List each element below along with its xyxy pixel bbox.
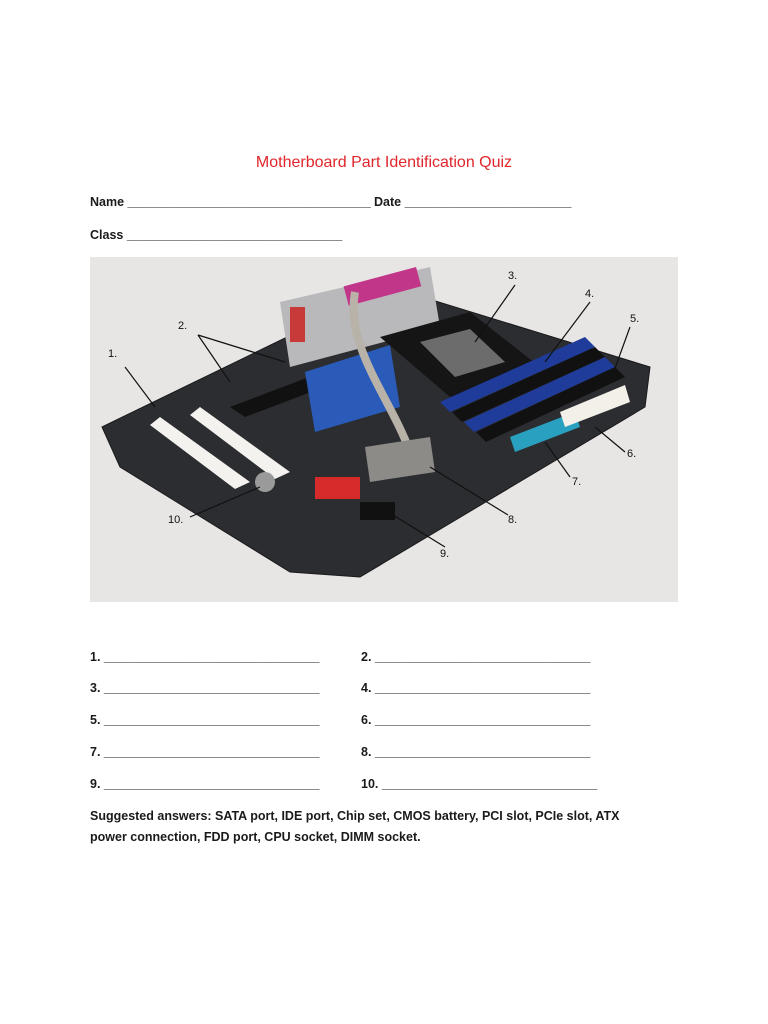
answer-10[interactable]: 10. _______________________________: [361, 777, 598, 791]
answer-6[interactable]: 6. _______________________________: [361, 713, 591, 727]
label-7: 7.: [572, 476, 582, 488]
label-8: 8.: [508, 514, 518, 526]
answer-9[interactable]: 9. _______________________________: [90, 777, 320, 791]
label-9: 9.: [440, 548, 450, 560]
answer-8[interactable]: 8. _______________________________: [361, 745, 591, 759]
answer-3[interactable]: 3. _______________________________: [90, 681, 320, 695]
answer-4[interactable]: 4. _______________________________: [361, 681, 591, 695]
class-field[interactable]: Class _______________________________: [90, 228, 343, 242]
label-6: 6.: [627, 448, 637, 460]
label-1: 1.: [108, 348, 118, 360]
name-field[interactable]: Name ___________________________________: [90, 195, 371, 209]
date-field[interactable]: Date ________________________: [374, 195, 572, 209]
answer-7[interactable]: 7. _______________________________: [90, 745, 320, 759]
suggested-answers: Suggested answers: SATA port, IDE port, Chip set, CMOS battery, PCI slot, PCIe slot, ATX power connection, FDD port, CPU socket, DIMM socket.: [90, 809, 620, 844]
answer-1[interactable]: 1. _______________________________: [90, 650, 320, 664]
answer-5[interactable]: 5. _______________________________: [90, 713, 320, 727]
answer-2[interactable]: 2. _______________________________: [361, 650, 591, 664]
label-2: 2.: [178, 320, 188, 332]
label-3: 3.: [508, 270, 518, 282]
motherboard-photo: [90, 257, 678, 602]
label-4: 4.: [585, 288, 595, 300]
label-5: 5.: [630, 313, 640, 325]
label-10: 10.: [168, 514, 184, 526]
page-title: Motherboard Part Identification Quiz: [255, 154, 513, 171]
